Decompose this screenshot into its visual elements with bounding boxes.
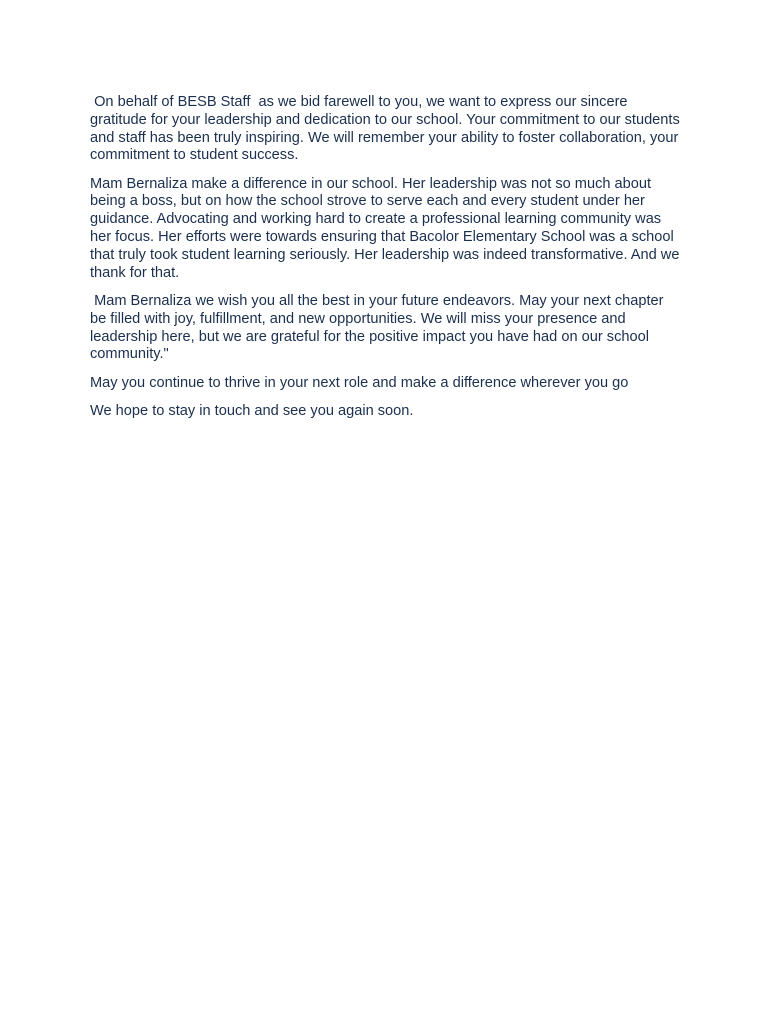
paragraph-farewell-intro: On behalf of BESB Staff as we bid farewell to you, we want to express our sincere gratitude for your leadership and dedication to our school. Your commitment to our students and staff has been truly inspiring. We will remember your ability to foster collaboration, your commitment to student success. bbox=[90, 94, 684, 164]
paragraph-leadership: Mam Bernaliza make a difference in our school. Her leadership was not so much about being a boss, but on how the school strove to serve each and every student under her guidance. Advocating and working hard to create a professional learning community was her focus. Her efforts were towards ensuring that Bacolor Elementary School was a school that truly took student learning seriously. Her leadership was indeed transformative. And we thank for that. bbox=[90, 175, 684, 281]
paragraph-stay-in-touch: We hope to stay in touch and see you again soon. bbox=[90, 402, 414, 419]
paragraph-continue-thrive: May you continue to thrive in your next role and make a difference wherever you go bbox=[90, 374, 629, 391]
paragraph-best-wishes: Mam Bernaliza we wish you all the best in your future endeavors. May your next chapter be filled with joy, fulfillment, and new opportunities. We will miss your presence and leadership here, but we are grateful for the positive impact you have had on our school community." bbox=[90, 292, 668, 363]
document-body bbox=[90, 94, 682, 431]
